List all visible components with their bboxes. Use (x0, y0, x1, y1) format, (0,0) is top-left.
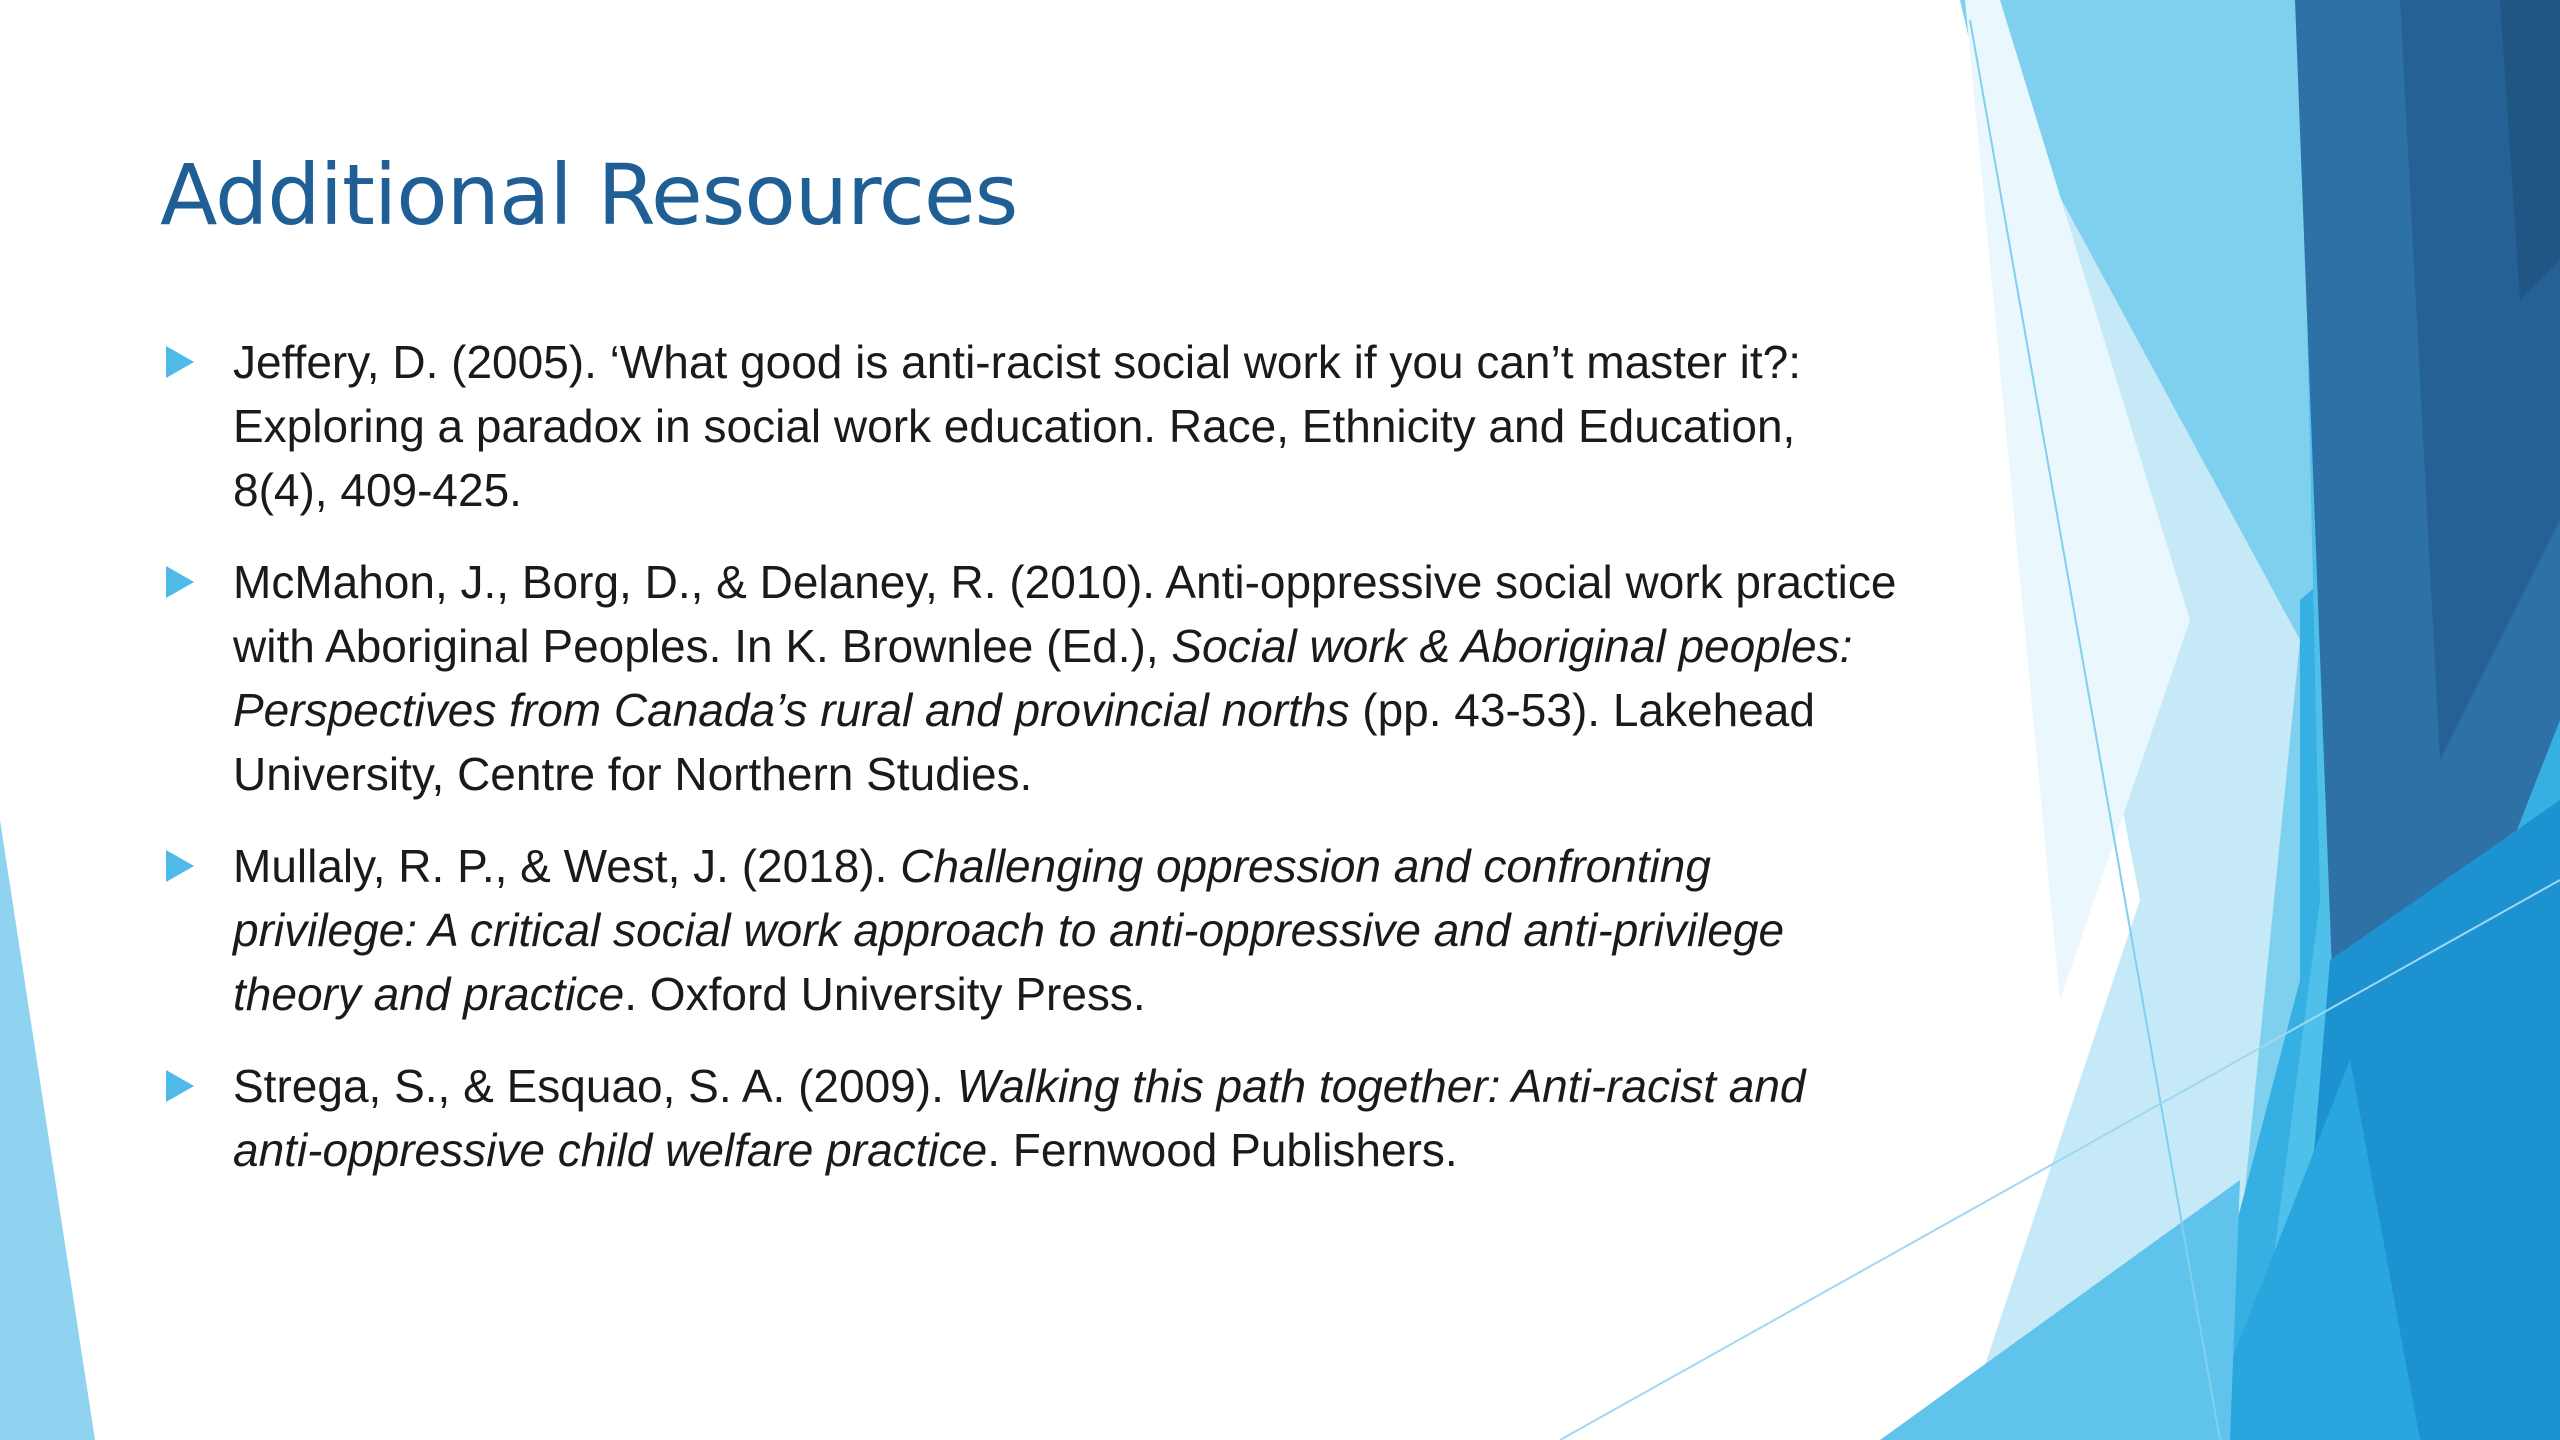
bullet-arrow-icon (166, 1070, 194, 1102)
reference-text: McMahon, J., Borg, D., & Delaney, R. (2010). Anti-oppressive social work practice with Aboriginal Peoples. In K. Brownlee (Ed.), (233, 556, 1897, 672)
references-list (160, 330, 1900, 1210)
reference-text: . Fernwood Publishers. (987, 1124, 1458, 1176)
reference-item (160, 834, 1900, 1026)
reference-book-title: Social work & Aboriginal peoples: Perspectives from Canada’s rural and provincial norths (233, 620, 1853, 736)
reference-text: (pp. 43-53). Lakehead University, Centre for Northern Studies. (233, 684, 1815, 800)
reference-item (160, 550, 1900, 806)
bullet-arrow-icon (166, 346, 194, 378)
reference-book-title: Walking this path together: Anti-racist and anti-oppressive child welfare practice (233, 1060, 1806, 1176)
reference-text: Strega, S., & Esquao, S. A. (2009). (233, 1060, 957, 1112)
reference-item (160, 1054, 1900, 1182)
reference-text: . Oxford University Press. (624, 968, 1146, 1020)
reference-text: Mullaly, R. P., & West, J. (2018). (233, 840, 901, 892)
slide-title: Additional Resources (160, 146, 1018, 244)
bullet-arrow-icon (166, 566, 194, 598)
reference-book-title: Challenging oppression and confronting privilege: A critical social work approach to anti-oppressive and anti-privilege theory and practice (233, 840, 1785, 1020)
reference-text: Jeffery, D. (2005). ‘What good is anti-racist social work if you can’t master it?: Exploring a paradox in social work education. Race, Ethnicity and Education, 8(4), 409-425. (233, 336, 1801, 516)
left-accent-shape (0, 820, 95, 1440)
reference-item (160, 330, 1900, 522)
bullet-arrow-icon (166, 850, 194, 882)
